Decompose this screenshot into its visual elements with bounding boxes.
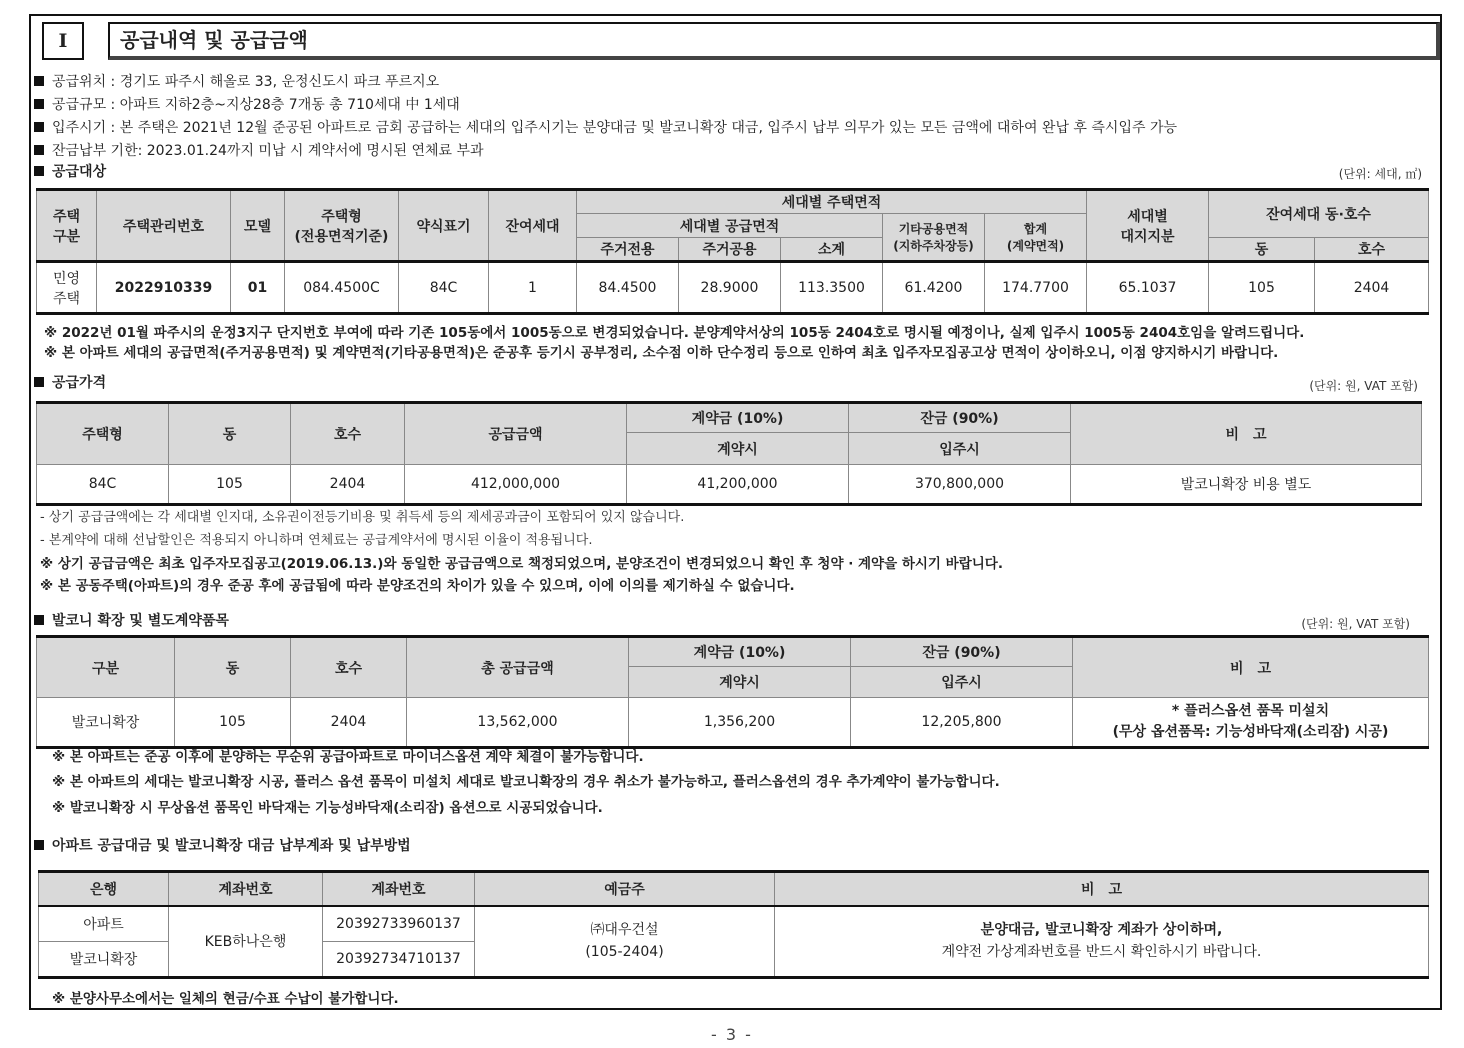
supply-price-note-4: ※ 본 공동주택(아파트)의 경우 준공 후에 공급됨에 따라 분양조건의 차이가 있을 수 있으며, 이에 이의를 제기하실 수 없습니다.	[40, 578, 795, 594]
col-dong: 동	[175, 637, 291, 698]
table-row: 84C 105 2404 412,000,000 41,200,000 370,800,000 발코니확장 비용 별도	[37, 465, 1422, 505]
col-dong: 동	[1209, 238, 1315, 262]
col-other-common: 기타공용면적 (지하주차장등)	[883, 214, 985, 262]
table-row: 발코니확장 20392734710137	[39, 942, 1429, 978]
col-abbr: 약식표기	[399, 190, 489, 262]
col-supply-area: 세대별 공급면적	[577, 214, 883, 238]
col-account-no: 계좌번호	[169, 872, 323, 906]
account-heading: 아파트 공급대금 및 발코니확장 대금 납부계좌 및 납부방법	[34, 836, 411, 856]
col-remaining: 잔여세대	[489, 190, 577, 262]
col-house-type: 주택형 (전용면적기준)	[285, 190, 399, 262]
col-house-category: 주택 구분	[37, 190, 97, 262]
account-note: ※ 분양사무소에서는 일체의 현금/수표 수납이 불가합니다.	[52, 991, 399, 1007]
col-ho: 호수	[291, 637, 407, 698]
col-amount: 공급금액	[405, 403, 627, 465]
supply-price-note-1: - 상기 공급금액에는 각 세대별 인지대, 소유권이전등기비용 및 취득세 등의 제세공과금이 포함되어 있지 않습니다.	[40, 510, 685, 525]
col-remark: 비 고	[775, 872, 1429, 906]
account-table	[38, 870, 1429, 979]
col-exclusive: 주거전용	[577, 238, 679, 262]
col-total-area: 합계 (계약면적)	[985, 214, 1087, 262]
section-number: I	[42, 22, 84, 60]
supply-target-note-1: ※ 2022년 01월 파주시의 운정3지구 단지번호 부여에 따라 기존 105동에서 1005동으로 변경되었습니다. 분양계약서상의 105동 2404호로 명시될 예정이나, 실제 입주시 1005동 2404호임을 알려드립니다.	[44, 325, 1305, 341]
col-deposit-timing: 계약시	[629, 667, 851, 698]
col-balance-timing: 입주시	[849, 433, 1071, 465]
info-balance-deadline: 잔금납부 기한: 2023.01.24까지 미납 시 계약서에 명시된 연체료 부과	[34, 141, 484, 161]
col-unit-group: 잔여세대 동·호수	[1209, 190, 1429, 238]
balcony-note-3: ※ 발코니확장 시 무상옵션 품목인 바닥재는 기능성바닥재(소리잠) 옵션으로 시공되었습니다.	[52, 800, 603, 816]
supply-price-heading: 공급가격	[34, 373, 106, 393]
supply-target-note-2: ※ 본 아파트 세대의 공급면적(주거공용면적) 및 계약면적(기타공용면적)은 준공후 등기시 공부정리, 소수점 이하 단수정리 등으로 인하여 최초 입주자모집공고상 면적이 상이하오니, 이점 양지하시기 바랍니다.	[44, 345, 1279, 361]
info-scale: 공급규모 : 아파트 지하2층~지상28층 7개동 총 710세대 中 1세대	[34, 95, 460, 115]
col-holder: 예금주	[475, 872, 775, 906]
supply-price-unit: (단위: 원, VAT 포함)	[1309, 379, 1418, 393]
col-balance-timing: 입주시	[851, 667, 1073, 698]
col-category: 구분	[37, 637, 175, 698]
col-ho: 호수	[291, 403, 405, 465]
supply-price-note-3: ※ 상기 공급금액은 최초 입주자모집공고(2019.06.13.)와 동일한 공급금액으로 책정되었으며, 분양조건이 변경되었으니 확인 후 청약 · 계약을 하시기 바랍니다.	[40, 556, 1003, 572]
col-account-no-2: 계좌번호	[323, 872, 475, 906]
col-ho: 호수	[1315, 238, 1429, 262]
balcony-note-1: ※ 본 아파트는 준공 이후에 분양하는 무순위 공급아파트로 마이너스옵션 계약 체결이 불가능합니다.	[52, 749, 644, 765]
col-land-share: 세대별 대지지분	[1087, 190, 1209, 262]
info-location: 공급위치 : 경기도 파주시 해올로 33, 운정신도시 파크 푸르지오	[34, 72, 439, 92]
col-total-amount: 총 공급금액	[407, 637, 629, 698]
section-header	[42, 22, 1440, 60]
supply-price-note-2: - 본계약에 대해 선납할인은 적용되지 아니하며 연체료는 공급계약서에 명시된 이율이 적용됩니다.	[40, 533, 593, 548]
col-balance: 잔금 (90%)	[851, 637, 1073, 667]
section-title: 공급내역 및 공급금액	[108, 22, 1440, 60]
col-bank: 은행	[39, 872, 169, 906]
col-remark: 비 고	[1073, 637, 1429, 698]
col-subtotal: 소계	[781, 238, 883, 262]
col-deposit: 계약금 (10%)	[627, 403, 849, 433]
supply-target-unit: (단위: 세대, ㎡)	[1338, 167, 1422, 181]
col-model: 모델	[231, 190, 285, 262]
balcony-table	[36, 635, 1429, 749]
supply-price-table	[36, 401, 1422, 506]
col-deposit-timing: 계약시	[627, 433, 849, 465]
balcony-note-2: ※ 본 아파트의 세대는 발코니확장 시공, 플러스 옵션 품목이 미설치 세대로 발코니확장의 경우 취소가 불가능하고, 플러스옵션의 경우 추가계약이 불가능합니다.	[52, 774, 1000, 790]
col-dong: 동	[169, 403, 291, 465]
table-row: 아파트 KEB하나은행 20392733960137 ㈜대우건설 (105-2404) 분양대금, 발코니확장 계좌가 상이하며, 계약전 가상계좌번호를 반드시 확인하시기 바랍니다.	[39, 906, 1429, 942]
col-mgmt-number: 주택관리번호	[97, 190, 231, 262]
page-number: - 3 -	[711, 1025, 753, 1044]
balcony-heading: 발코니 확장 및 별도계약품목	[34, 611, 229, 631]
col-balance: 잔금 (90%)	[849, 403, 1071, 433]
supply-target-table	[36, 188, 1429, 315]
col-area-group: 세대별 주택면적	[577, 190, 1087, 214]
balcony-unit: (단위: 원, VAT 포함)	[1301, 617, 1410, 631]
col-common: 주거공용	[679, 238, 781, 262]
table-row: 민영 주택 2022910339 01 084.4500C 84C 1 84.4500 28.9000 113.3500 61.4200 174.7700 65.1037 105 2404	[37, 262, 1429, 314]
info-move-in: 입주시기 : 본 주택은 2021년 12월 준공된 아파트로 금회 공급하는 세대의 입주시기는 분양대금 및 발코니확장 대금, 입주시 납부 의무가 있는 모든 금액에 대하여 완납 후 즉시입주 가능	[34, 118, 1177, 138]
col-deposit: 계약금 (10%)	[629, 637, 851, 667]
col-house-type: 주택형	[37, 403, 169, 465]
col-remark: 비 고	[1071, 403, 1422, 465]
supply-target-heading: 공급대상	[34, 162, 106, 182]
table-row: 발코니확장 105 2404 13,562,000 1,356,200 12,205,800 * 플러스옵션 품목 미설치 (무상 옵션품목: 기능성바닥재(소리잠) 시공)	[37, 698, 1429, 748]
